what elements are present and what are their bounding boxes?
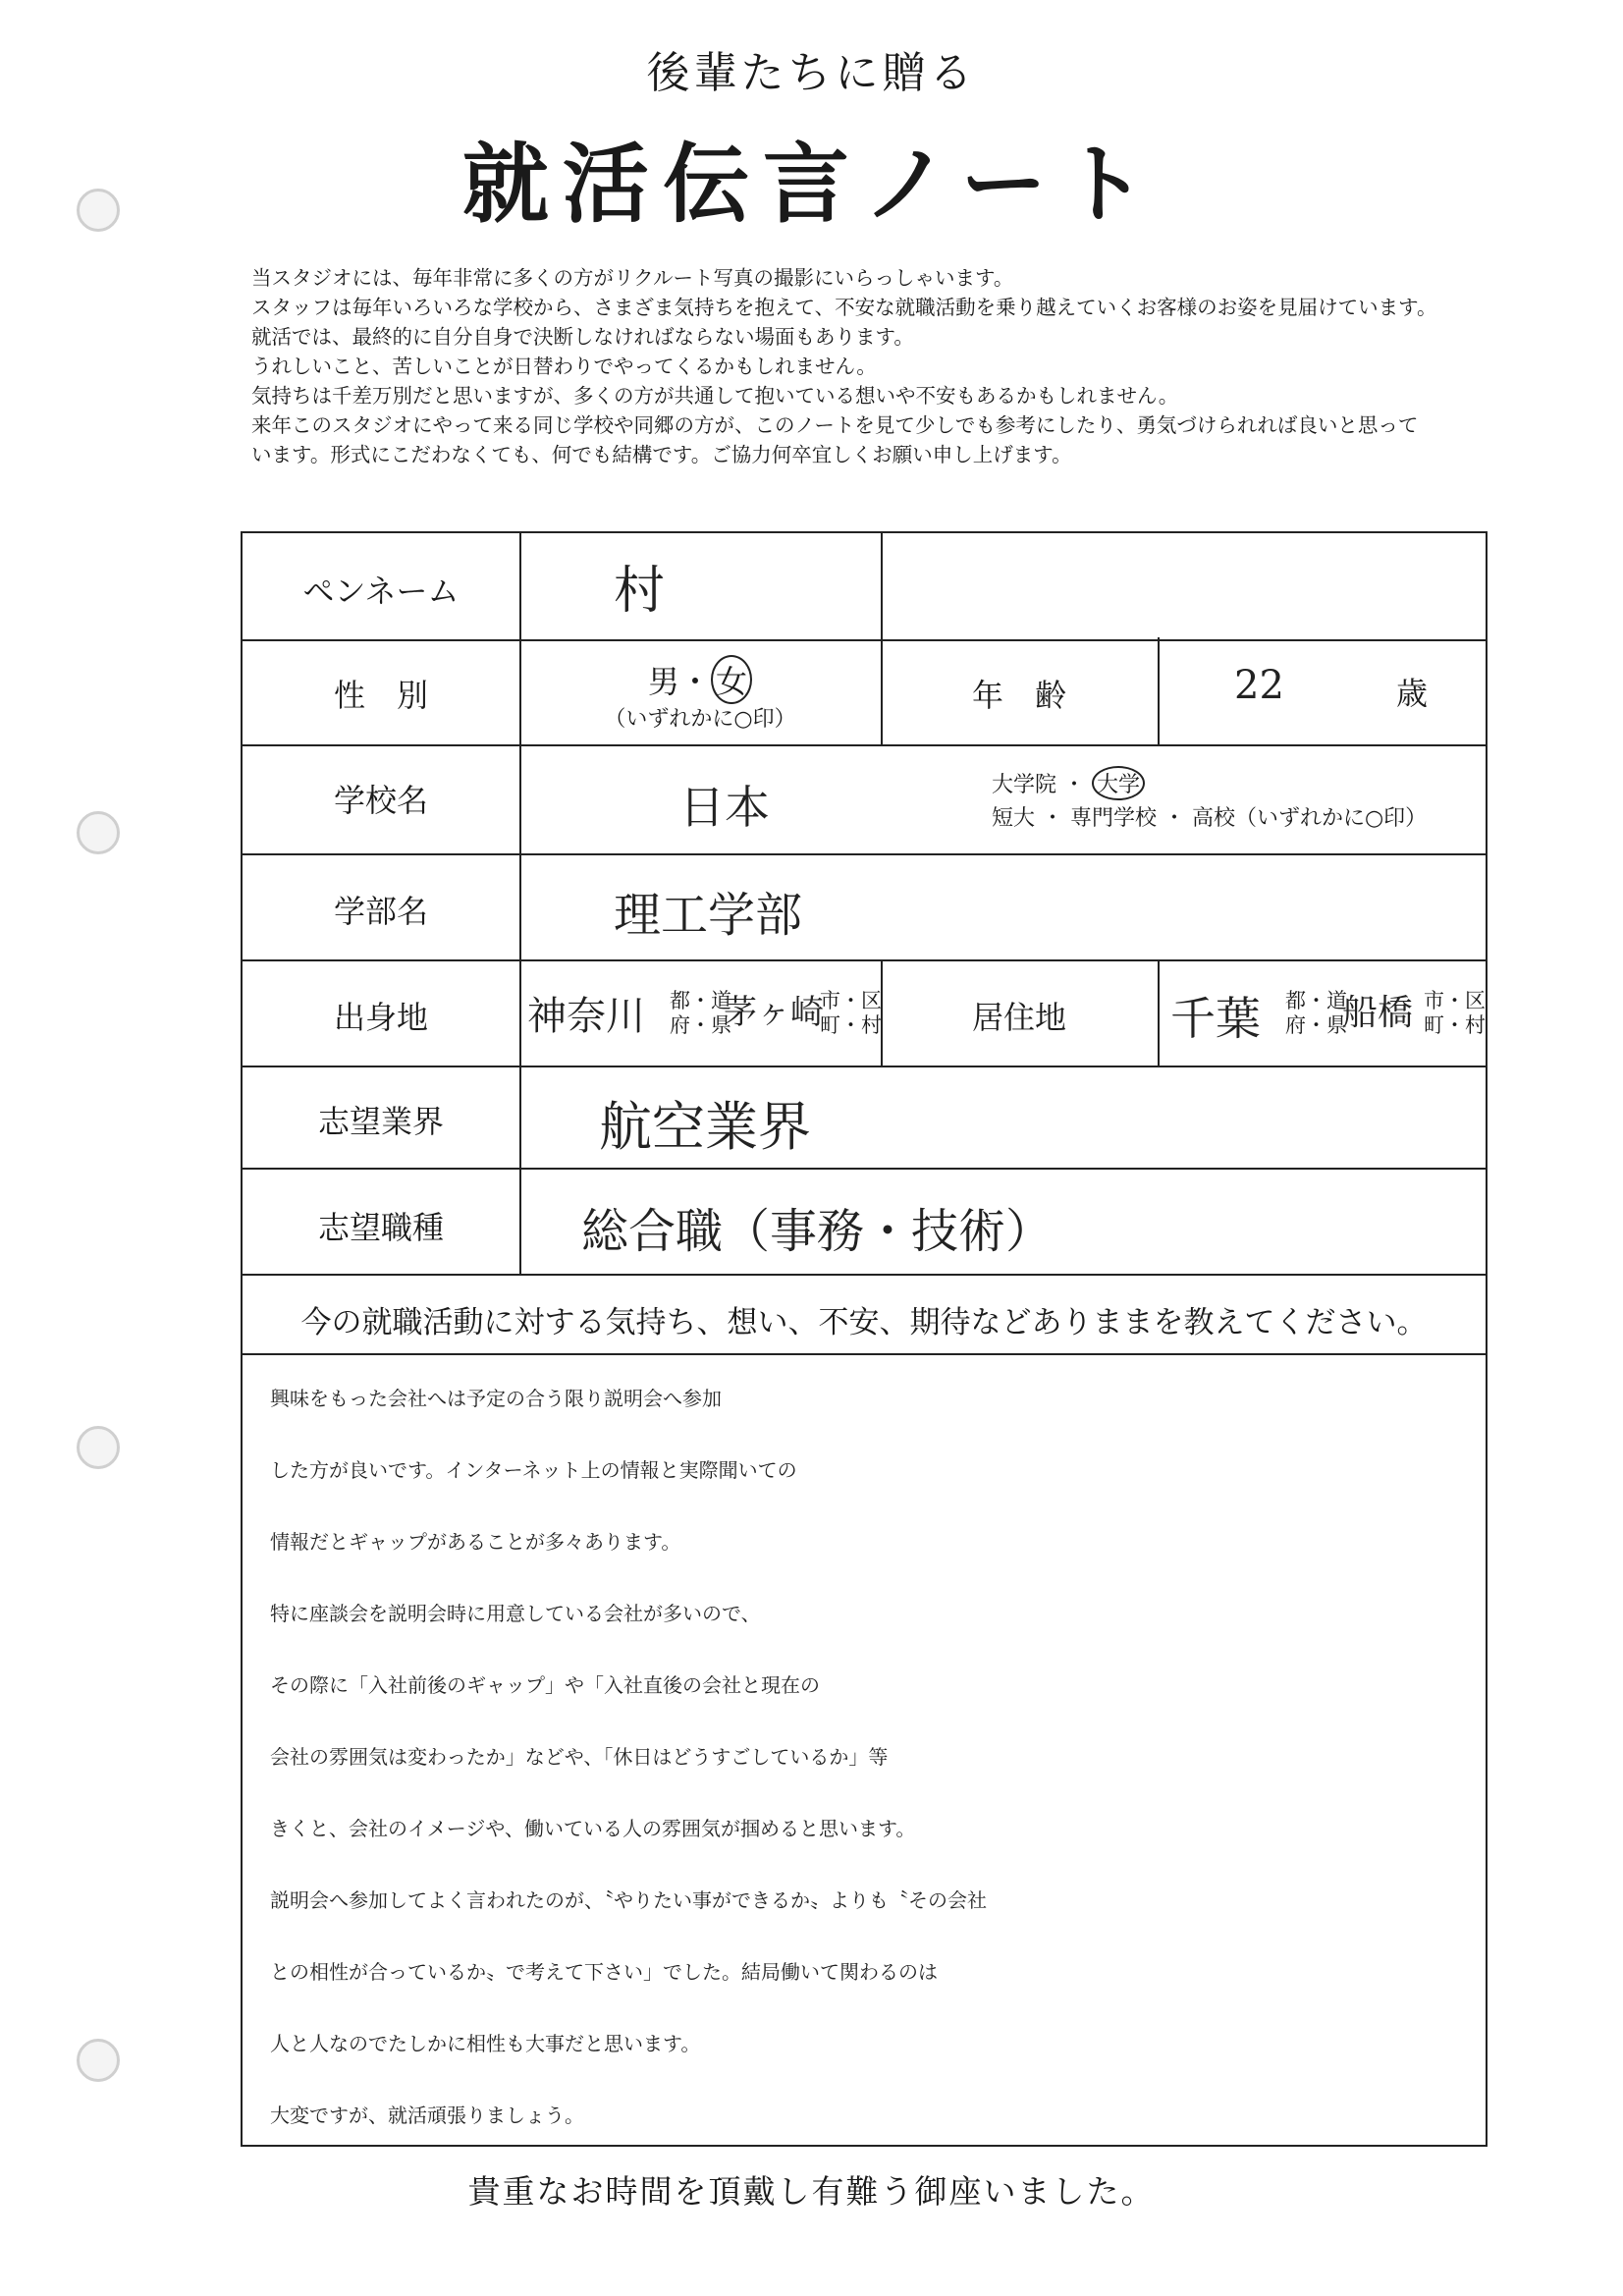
gender-label: 性 別: [333, 677, 428, 714]
page-title: 就活伝言ノート: [461, 134, 1162, 235]
intro-line: 就活では、最終的に自分自身で決断しなければならない場面もあります。: [251, 325, 914, 349]
hometown-city-suffix: [820, 989, 882, 1038]
job-type-value[interactable]: 総合職（事務・技術）: [581, 1204, 1054, 1259]
school-type-university-circled[interactable]: 大学: [1092, 766, 1145, 800]
footer-thanks: 貴重なお時間を頂戴し有難う御座いました。: [467, 2172, 1156, 2211]
pref-suffix-bottom: 府・県: [1285, 1013, 1347, 1037]
school-label: 学校名: [333, 782, 428, 819]
school-row: [243, 746, 1486, 855]
question-text: 今の就職活動に対する気持ち、想い、不安、期待などありままを教えてください。: [300, 1305, 1428, 1340]
hometown-prefecture[interactable]: 神奈川: [527, 994, 645, 1039]
answer-line: 興味をもった会社へは予定の合う限り説明会へ参加: [270, 1387, 722, 1410]
industry-value[interactable]: 航空業界: [599, 1096, 811, 1158]
gender-options[interactable]: [519, 655, 881, 704]
pen-name-value[interactable]: 村: [614, 562, 666, 621]
gender-age-row: [243, 641, 1486, 746]
intro-line: スタッフは毎年いろいろな学校から、さまざま気持ちを抱えて、不安な就職活動を乗り越えていくお客様のお姿を見届けています。: [251, 296, 1437, 319]
binder-hole: [77, 2039, 120, 2082]
answer-line: 大変ですが、就活頑張りましょう。: [270, 2104, 584, 2127]
hometown-label: 出身地: [333, 999, 428, 1036]
hometown-city[interactable]: 茅ヶ崎: [724, 993, 824, 1032]
residence-prefecture[interactable]: 千葉: [1170, 992, 1261, 1045]
job-type-row: [243, 1170, 1486, 1276]
pen-name-row: [243, 533, 1486, 641]
pref-suffix-top: 都・道: [1285, 989, 1347, 1012]
answer-line: 会社の雰囲気は変わったか」などや、「休日はどうすごしているか」等: [270, 1745, 889, 1769]
city-suffix-top: 市・区: [1424, 989, 1486, 1012]
gender-male[interactable]: 男: [647, 663, 679, 700]
answer-line: した方が良いです。インターネット上の情報と実際聞いての: [270, 1458, 797, 1482]
school-type-line2: 短大 ・ 専門学校 ・ 高校（いずれかに○印）: [992, 806, 1428, 831]
gender-note: （いずれかに○印）: [604, 707, 796, 732]
answer-line: との相性が合っているか〟で考えて下さい」でした。結局働いて関わるのは: [270, 1960, 938, 1984]
residence-label: 居住地: [971, 999, 1066, 1036]
question-row: [243, 1276, 1486, 1355]
hometown-pref-suffix: [670, 989, 731, 1038]
residence-city-suffix: [1424, 989, 1486, 1038]
binder-hole: [77, 811, 120, 854]
intro-line: 来年このスタジオにやって来る同じ学校や同郷の方が、このノートを見て少しでも参考にしたり、勇気づけられれば良いと思って: [251, 413, 1419, 437]
city-suffix-top: 市・区: [820, 989, 882, 1012]
answer-line: その際に「入社前後のギャップ」や「入社直後の会社と現在の: [270, 1673, 820, 1697]
intro-line: うれしいこと、苦しいことが日替わりでやってくるかもしれません。: [251, 355, 877, 378]
intro-line: います。形式にこだわなくても、何でも結構です。ご協力何卒宜しくお願い申し上げます。: [251, 443, 1072, 466]
residence-city[interactable]: 船橋: [1342, 993, 1414, 1033]
faculty-label: 学部名: [333, 893, 428, 930]
pref-suffix-bottom: 府・県: [670, 1013, 731, 1037]
industry-row: [243, 1067, 1486, 1170]
city-suffix-bottom: 町・村: [1424, 1013, 1486, 1037]
job-type-label: 志望職種: [317, 1209, 444, 1246]
industry-label: 志望業界: [317, 1103, 444, 1140]
pref-suffix-top: 都・道: [670, 989, 731, 1012]
intro-line: 当スタジオには、毎年非常に多くの方がリクルート写真の撮影にいらっしゃいます。: [251, 266, 1014, 290]
answer-line: 特に座談会を説明会時に用意している会社が多いので、: [270, 1602, 761, 1625]
answer-line: 人と人なのでたしかに相性も大事だと思います。: [270, 2032, 701, 2055]
redacted-area: [883, 533, 1484, 637]
location-row: [243, 961, 1486, 1067]
pen-name-label: ペンネーム: [302, 573, 460, 610]
page-subtitle: 後輩たちに贈る: [646, 48, 977, 98]
answer-area[interactable]: [270, 1363, 1478, 2152]
faculty-value[interactable]: 理工学部: [614, 888, 803, 943]
age-label: 年 齢: [971, 677, 1066, 714]
faculty-row: [243, 855, 1486, 961]
school-type-graduate: 大学院 ・: [992, 773, 1092, 797]
message-form: [241, 531, 1488, 2147]
gender-separator: ・: [678, 663, 711, 700]
binder-hole: [77, 1426, 120, 1469]
age-value[interactable]: 22: [1234, 663, 1284, 708]
gender-female-circled[interactable]: 女: [711, 655, 752, 704]
residence-pref-suffix: [1285, 989, 1347, 1038]
school-value[interactable]: 日本: [679, 781, 770, 834]
school-type-line1: [992, 766, 1145, 800]
age-unit: 歳: [1396, 675, 1429, 712]
answer-line: 説明会へ参加してよく言われたのが、〝やりたい事ができるか〟よりも〝その会社: [270, 1888, 987, 1912]
intro-line: 気持ちは千差万別だと思いますが、多くの方が共通して抱いている想いや不安もあるかもしれません。: [251, 384, 1179, 408]
answer-line: 情報だとギャップがあることが多々あります。: [270, 1530, 681, 1554]
answer-line: きくと、会社のイメージや、働いている人の雰囲気が掴めると思います。: [270, 1817, 916, 1840]
city-suffix-bottom: 町・村: [820, 1013, 882, 1037]
intro-text: [251, 263, 1557, 469]
